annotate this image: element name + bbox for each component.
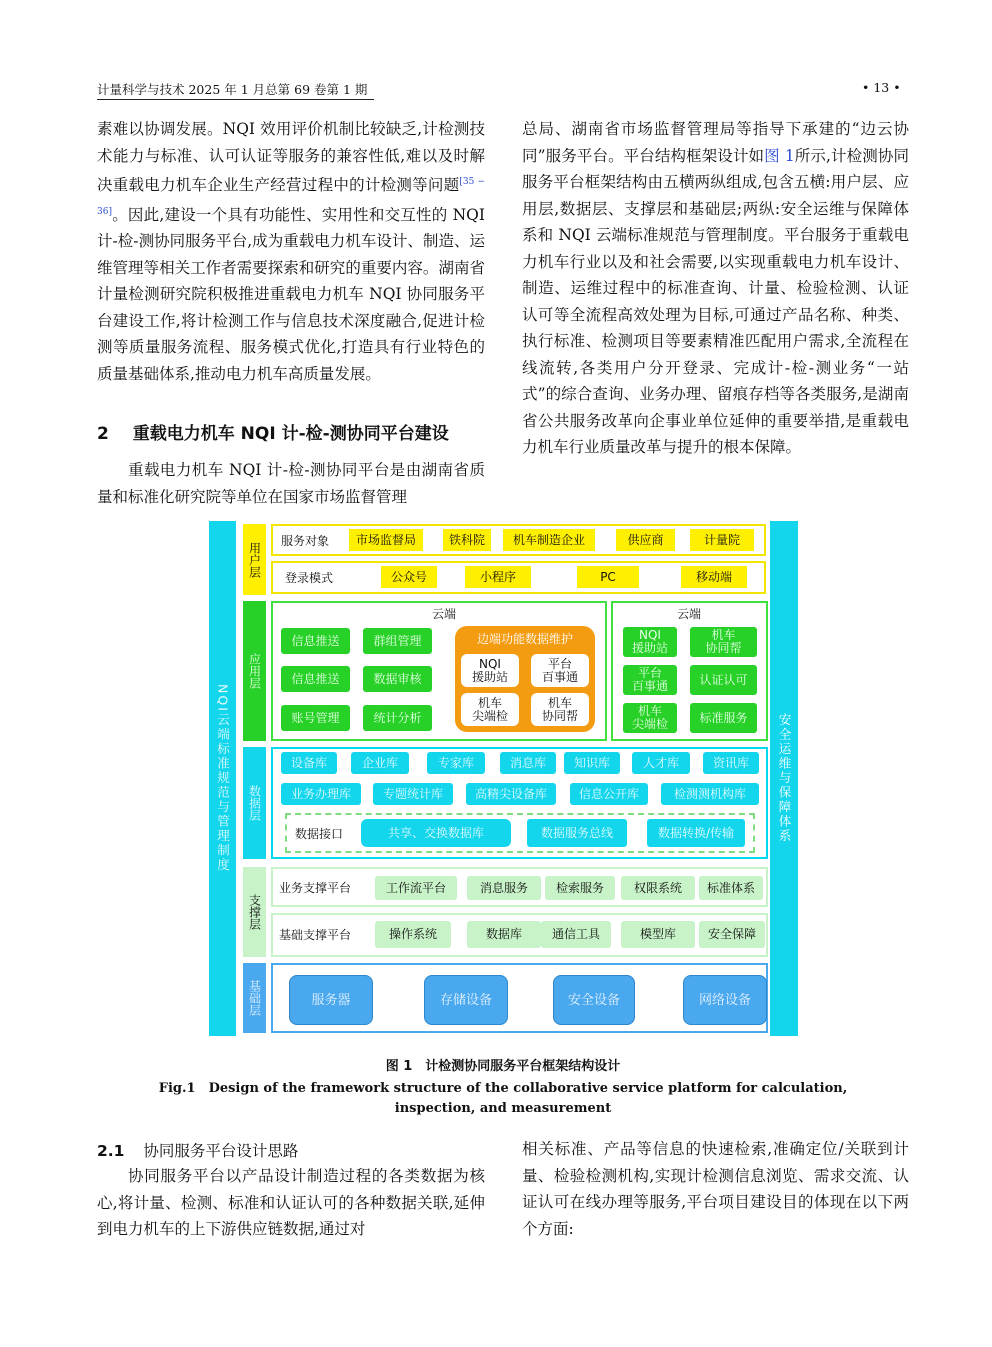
service-item[interactable]: 供应商 [616, 529, 675, 551]
data-interface-item[interactable]: 数据服务总线 [527, 819, 627, 847]
login-item[interactable]: PC [577, 566, 639, 588]
app-item[interactable]: 群组管理 [363, 628, 432, 654]
support-item[interactable]: 标准体系 [699, 876, 763, 900]
biz-support-label: 业务支撑平台 [279, 880, 352, 895]
data-item[interactable]: 检测测机构库 [661, 783, 759, 805]
figure-link[interactable]: 图 1 [764, 146, 795, 165]
bottom-right-paragraph [522, 1136, 909, 1242]
section-heading [97, 419, 449, 444]
infra-item[interactable]: 存储设备 [424, 975, 508, 1025]
subsection-title: 协同服务平台设计思路 [143, 1142, 299, 1160]
data-layer-label [243, 747, 266, 859]
infra-layer-label [243, 963, 266, 1033]
service-item[interactable]: 机车制造企业 [503, 529, 595, 551]
support-item[interactable]: 数据库 [467, 921, 541, 948]
bottom-left-paragraph [97, 1163, 485, 1243]
left-paragraph-1 [97, 116, 485, 387]
left-paragraph-2 [97, 457, 485, 510]
data-item[interactable]: 高精尖设备库 [466, 783, 556, 805]
cloud-left-title: 云端 [431, 606, 456, 621]
support-layer-label [243, 867, 266, 957]
figure-caption-en: Fig.1 Design of the framework structure of the collaborative service platform for calculation, inspection, and measurement [158, 1081, 848, 1116]
data-item[interactable]: 专家库 [427, 752, 485, 774]
login-item[interactable]: 小程序 [465, 566, 531, 588]
app-item[interactable]: 认证认可 [690, 665, 757, 695]
left-pillar [209, 521, 236, 1036]
data-item[interactable]: 业务办理库 [281, 783, 361, 805]
support-item[interactable]: 安全保障 [699, 921, 765, 948]
rpara-text-a: 总局、湖南省市场监督管理局等指导下承建的“边云协同”服务平台。平台结构框架设计如 [522, 120, 909, 165]
app-item[interactable]: 机车 尖端检 [623, 703, 677, 733]
subsection-number: 2.1 [97, 1142, 125, 1160]
support-item[interactable]: 检索服务 [545, 876, 615, 900]
edge-item[interactable]: 机车 尖端检 [461, 693, 519, 726]
cloud-right-title: 云端 [676, 606, 701, 621]
support-item[interactable]: 通信工具 [541, 921, 611, 948]
data-interface-item[interactable]: 数据转换/传输 [647, 819, 745, 847]
app-layer-label [243, 601, 266, 741]
app-item[interactable]: 标准服务 [690, 703, 757, 733]
right-pillar [770, 521, 798, 1036]
data-item[interactable]: 资讯库 [703, 752, 759, 774]
edge-item[interactable]: NQI 援助站 [461, 654, 519, 687]
data-item[interactable]: 企业库 [351, 752, 409, 774]
app-item[interactable]: NQI 援助站 [623, 627, 677, 657]
figure-caption-cn: 图 1 计检测协同服务平台框架结构设计 [385, 1059, 621, 1074]
app-item[interactable]: 机车 协同帮 [690, 627, 757, 657]
section-title: 重载电力机车 NQI 计-检-测协同平台建设 [132, 424, 449, 444]
edge-item[interactable]: 机车 协同帮 [531, 693, 589, 726]
edge-title: 边端功能数据维护 [476, 631, 573, 646]
user-layer-label [243, 524, 266, 595]
infra-item[interactable]: 安全设备 [553, 975, 635, 1025]
data-item[interactable]: 信息公开库 [570, 783, 648, 805]
data-item[interactable]: 知识库 [564, 752, 620, 774]
login-modes-label: 登录模式 [285, 570, 334, 585]
section-number: 2 [97, 424, 109, 444]
data-interface-item[interactable]: 共享、交换数据库 [361, 819, 511, 847]
data-item[interactable]: 专题统计库 [373, 783, 453, 805]
bottom-right-text: 相关标准、产品等信息的快速检索,准确定位/关联到计量、检验检测机构,实现计检测信息浏览、需求交流、认证认可在线办理等服务,平台项目建设目的体现在以下两个方面: [522, 1140, 909, 1238]
para1-text-b: 。因此,建设一个具有功能性、实用性和交互性的 NQI 计-检-测协同服务平台,成为重载电力机车设计、制造、运维管理等相关工作者需要探索和研究的重要内容。湖南省计量检测研究院积极推进重载电力机车 NQI 协同服务平台建设工作,将计检测工作与信息技术深度融合,促进计检测等质量服务流程、服务模式优化,打造具有行业特色的质量基础体系,推动电力机车高质量发展。 [97, 205, 485, 383]
subsection-heading [97, 1139, 298, 1161]
header-rule [97, 99, 374, 100]
service-targets-label: 服务对象 [281, 533, 330, 548]
service-item[interactable]: 市场监督局 [349, 529, 423, 551]
data-layer-label-text: 数据层 [247, 785, 262, 821]
page-number: • 13 • [862, 80, 901, 95]
app-item[interactable]: 信息推送 [281, 628, 350, 654]
data-item[interactable]: 设备库 [281, 752, 337, 774]
data-item[interactable]: 人才库 [632, 752, 690, 774]
journal-header: 计量科学与技术 2025 年 1 月总第 69 卷第 1 期 [97, 82, 368, 97]
app-item[interactable]: 信息推送 [281, 666, 350, 692]
support-item[interactable]: 权限系统 [621, 876, 695, 900]
login-item[interactable]: 公众号 [381, 566, 437, 588]
support-layer-label-text: 支撑层 [247, 894, 262, 930]
right-paragraph-1 [522, 116, 909, 461]
app-item[interactable]: 平台 百事通 [623, 665, 677, 695]
citation-ref[interactable]: [35 − 36] [97, 177, 485, 217]
right-pillar-text: 安全运维与保障体系 [777, 713, 792, 844]
edge-item[interactable]: 平台 百事通 [531, 654, 589, 687]
app-item[interactable]: 统计分析 [363, 705, 432, 731]
data-interface-label: 数据接口 [295, 826, 344, 841]
support-item[interactable]: 模型库 [621, 921, 695, 948]
base-support-label: 基础支撑平台 [279, 927, 352, 942]
para1-text-a: 素难以协调发展。NQI 效用评价机制比较缺乏,计检测技术能力与标准、认可认证等服务的兼容性低,难以及时解决重载电力机车企业生产经营过程中的计检测等问题 [97, 120, 485, 195]
bottom-left-text: 协同服务平台以产品设计制造过程的各类数据为核心,将计量、检测、标准和认证认可的各种数据关联,延伸到电力机车的上下游供应链数据,通过对 [97, 1167, 485, 1238]
support-item[interactable]: 工作流平台 [375, 876, 457, 900]
app-item[interactable]: 数据审核 [363, 666, 432, 692]
user-layer-label-text: 用户层 [247, 541, 262, 578]
app-layer-label-text: 应用层 [247, 653, 262, 689]
support-item[interactable]: 操作系统 [375, 921, 451, 948]
login-item[interactable]: 移动端 [681, 566, 747, 588]
para2-text: 重载电力机车 NQI 计-检-测协同平台是由湖南省质量和标准化研究院等单位在国家市场监督管理 [97, 461, 485, 506]
support-item[interactable]: 消息服务 [467, 876, 541, 900]
service-item[interactable]: 计量院 [690, 529, 754, 551]
framework-diagram [209, 521, 798, 1036]
infra-item[interactable]: 网络设备 [683, 975, 767, 1025]
left-pillar-text: NQI云端标准规范与管理制度 [215, 684, 231, 873]
app-item[interactable]: 账号管理 [281, 705, 350, 731]
infra-layer-label-text: 基础层 [247, 980, 262, 1016]
rpara-text-b: 所示,计检测协同服务平台框架结构由五横两纵组成,包含五横:用户层、应用层,数据层、支撑层和基础层;两纵:安全运维与保障体系和 NQI 云端标准规范与管理制度。平台服务于重载电力机车行业以及和社会需要,以实现重载电力机车设计、制造、运维过程中的标准查询、计量、检验检测、认证认可等全流程高效处理为目标,可通过产品名称、种类、执行标准、检测项目等要素精准匹配用户需求,全流程在线流转,各类用户分开登录、完成计-检-测业务“一站式”的综合查询、业务办理、留痕存档等各类服务,是湖南省公共服务改革向企事业单位延伸的重要举措,是重载电力机车行业质量改革与提升的根本保障。 [522, 146, 909, 456]
data-item[interactable]: 消息库 [500, 752, 556, 774]
infra-item[interactable]: 服务器 [289, 975, 373, 1025]
service-item[interactable]: 铁科院 [443, 529, 491, 551]
